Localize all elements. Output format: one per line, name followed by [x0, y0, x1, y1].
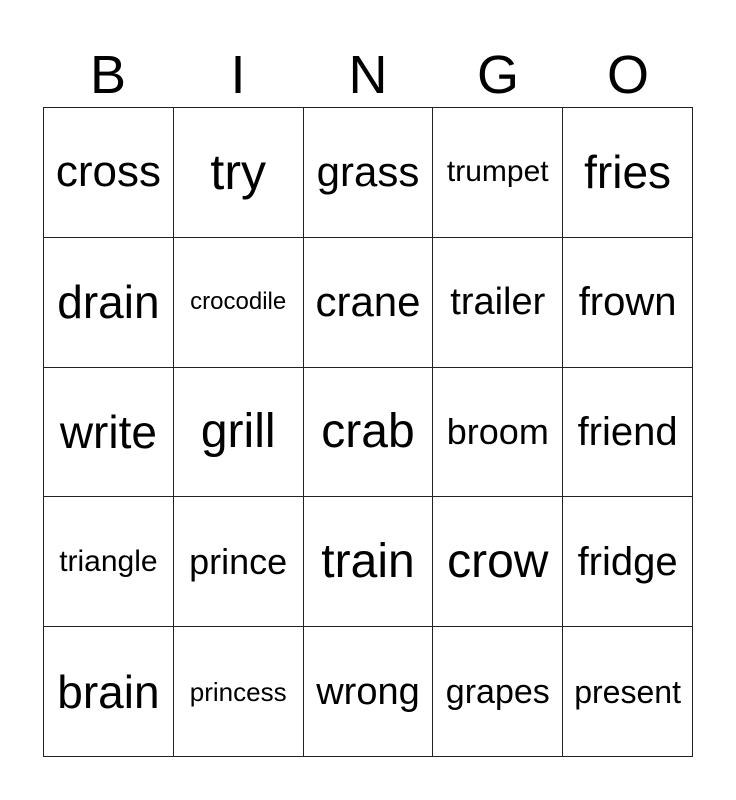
- bingo-cell[interactable]: grass: [304, 108, 434, 238]
- bingo-cell[interactable]: present: [563, 627, 693, 757]
- bingo-cell[interactable]: triangle: [44, 497, 174, 627]
- bingo-cell[interactable]: crab: [304, 368, 434, 498]
- bingo-cell[interactable]: crane: [304, 238, 434, 368]
- bingo-cell[interactable]: try: [174, 108, 304, 238]
- bingo-cell[interactable]: fridge: [563, 497, 693, 627]
- bingo-cell[interactable]: trumpet: [433, 108, 563, 238]
- bingo-cell[interactable]: brain: [44, 627, 174, 757]
- bingo-cell[interactable]: trailer: [433, 238, 563, 368]
- bingo-cell[interactable]: prince: [174, 497, 304, 627]
- bingo-cell[interactable]: princess: [174, 627, 304, 757]
- header-letter-n: N: [348, 45, 388, 105]
- bingo-cell[interactable]: grapes: [433, 627, 563, 757]
- bingo-cell[interactable]: crocodile: [174, 238, 304, 368]
- bingo-header: [43, 44, 693, 106]
- bingo-cell[interactable]: write: [44, 368, 174, 498]
- bingo-cell[interactable]: fries: [563, 108, 693, 238]
- bingo-cell[interactable]: cross: [44, 108, 174, 238]
- bingo-cell[interactable]: friend: [563, 368, 693, 498]
- bingo-cell[interactable]: broom: [433, 368, 563, 498]
- header-letter-i: I: [230, 45, 246, 105]
- bingo-cell[interactable]: wrong: [304, 627, 434, 757]
- bingo-board: [43, 107, 693, 757]
- bingo-cell[interactable]: drain: [44, 238, 174, 368]
- header-letter-b: B: [89, 45, 127, 105]
- bingo-cell[interactable]: grill: [174, 368, 304, 498]
- bingo-cell[interactable]: train: [304, 497, 434, 627]
- bingo-cell[interactable]: crow: [433, 497, 563, 627]
- header-letter-g: G: [476, 45, 519, 105]
- bingo-cell[interactable]: frown: [563, 238, 693, 368]
- header-letter-o: O: [606, 45, 649, 105]
